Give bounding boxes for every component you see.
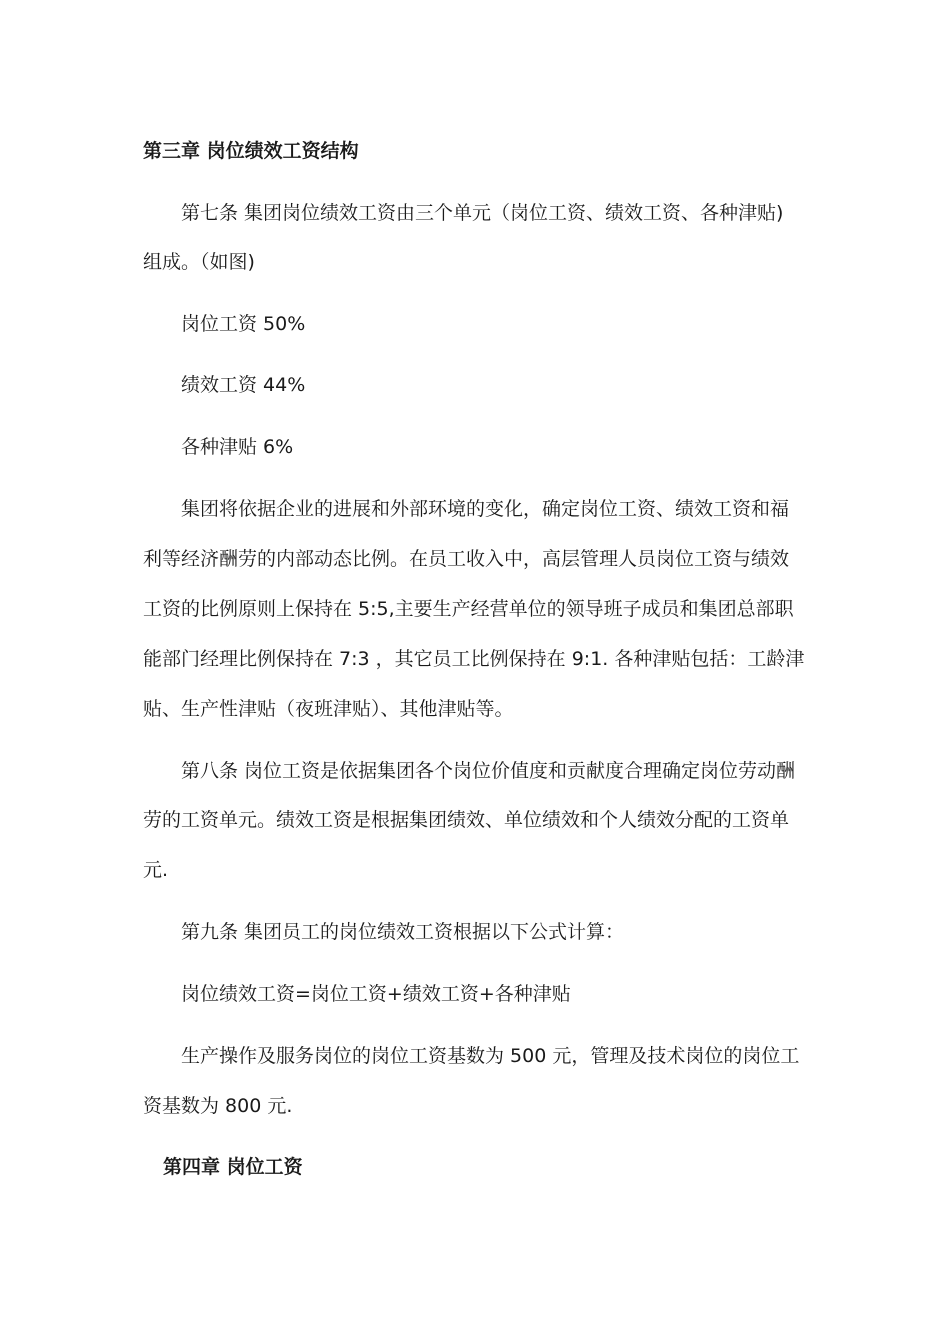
article-7-line-2: 组成。（如图) bbox=[143, 251, 255, 273]
article-8-line-3: 元. bbox=[143, 859, 169, 881]
ratio-paragraph-line-3: 工资的比例原则上保持在 5:5,主要生产经营单位的领导班子成员和集团总部职 bbox=[143, 598, 794, 620]
salary-formula: 岗位绩效工资=岗位工资+绩效工资+各种津贴 bbox=[181, 983, 571, 1005]
component-performance-salary: 绩效工资 44% bbox=[181, 374, 306, 396]
article-7-line-1: 第七条 集团岗位绩效工资由三个单元（岗位工资、绩效工资、各种津贴) bbox=[181, 202, 784, 224]
ratio-paragraph-line-2: 利等经济酬劳的内部动态比例。在员工收入中，高层管理人员岗位工资与绩效 bbox=[143, 548, 790, 570]
ratio-paragraph-line-4: 能部门经理比例保持在 7:3 ，其它员工比例保持在 9:1. 各种津贴包括：工龄津 bbox=[143, 648, 805, 670]
component-position-salary: 岗位工资 50% bbox=[181, 313, 306, 335]
base-salary-line-1: 生产操作及服务岗位的岗位工资基数为 500 元，管理及技术岗位的岗位工 bbox=[181, 1045, 800, 1067]
ratio-paragraph-line-1: 集团将依据企业的进展和外部环境的变化，确定岗位工资、绩效工资和福 bbox=[181, 498, 790, 520]
chapter-4-title: 第四章 岗位工资 bbox=[163, 1156, 303, 1178]
article-8-line-1: 第八条 岗位工资是依据集团各个岗位价值度和贡献度合理确定岗位劳动酬 bbox=[181, 760, 796, 782]
chapter-3-title: 第三章 岗位绩效工资结构 bbox=[143, 140, 359, 162]
ratio-paragraph-line-5: 贴、生产性津贴（夜班津贴）、其他津贴等。 bbox=[143, 698, 514, 720]
base-salary-line-2: 资基数为 800 元. bbox=[143, 1095, 293, 1117]
article-8-line-2: 劳的工资单元。绩效工资是根据集团绩效、单位绩效和个人绩效分配的工资单 bbox=[143, 809, 790, 831]
article-9-line-1: 第九条 集团员工的岗位绩效工资根据以下公式计算： bbox=[181, 921, 625, 943]
component-allowances: 各种津贴 6% bbox=[181, 436, 294, 458]
